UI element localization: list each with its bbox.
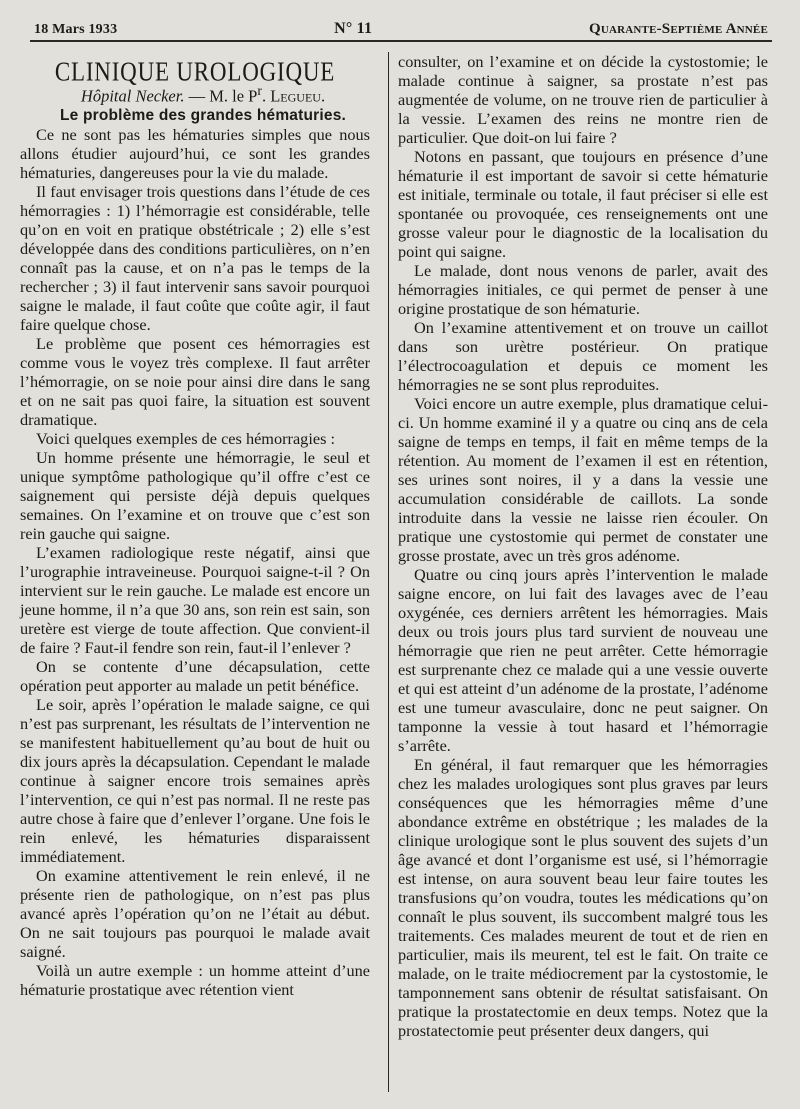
paragraph: L’examen radiologique reste négatif, ainsi que l’urographie intraveineuse. Pourquoi saigne-t-il ? On intervient sur le rein gauche. Le malade est encore un jeune homme, il n’a que 30 ans, son rein est sain, son uretère est vierge de toute affection. Que convient-il de faire ? Faut-il fendre son rein, faut-il l’enlever ? [20, 542, 370, 657]
paragraph: On se contente d’une décapsulation, cette opération peut apporter au malade un petit bénéfice. [20, 656, 370, 695]
column-divider [388, 52, 389, 1092]
left-column [20, 52, 370, 999]
issue-number: N° 11 [334, 20, 373, 37]
paragraph: On examine attentivement le rein enlevé, il ne présente rien de pathologique, on n’est pas plus avancé après l’opération qu’on ne l’était au début. On ne sait toujours pas pourquoi le malade avait saigné. [20, 865, 370, 961]
paragraph: Le problème que posent ces hémorragies est comme vous le voyez très complexe. Il faut arrêter l’hémorragie, on se noie pour ainsi dire dans le sang et on ne sait pas quoi faire, la situation est souvent dramatique. [20, 333, 370, 429]
running-header [34, 14, 768, 38]
author-title-sup: r [257, 83, 262, 98]
paragraph: Le malade, dont nous venons de parler, avait des hémorragies initiales, ce qui permet de penser à une origine prostatique de son hématurie. [398, 261, 768, 318]
paragraph: Voici encore un autre exemple, plus dramatique celui-ci. Un homme examiné il y a quatre ou cinq ans de cela saigne de temps en temps, il fait en même temps de la rétention. Au moment de l’examen il est en rétention, ses urines sont noires, il y a dans la vessie une accumulation considérable de caillots. La sonde introduite dans la vessie ne laisse rien écouler. On pratique une cystostomie qui permet de constater une grosse prostate, avec un très gros adénome. [398, 394, 768, 565]
volume-year: Quarante-Septième Année [588, 21, 768, 37]
paragraph: On l’examine attentivement et on trouve un caillot dans son urètre postérieur. On pratique l’électrocoagulation et depuis ce moment les hémorragies ne se sont plus reproduites. [398, 318, 768, 394]
paragraph: Un homme présente une hémorragie, le seul et unique symptôme pathologique qu’il offre c’est ce saignement qui persiste déjà depuis quelques semaines. On l’examine et on trouve que c’est son rein gauche qui saigne. [20, 447, 370, 543]
author-prefix: — M. le P [184, 86, 258, 106]
issue-date: 18 Mars 1933 [34, 22, 118, 37]
paragraph: Voici quelques exemples de ces hémorragies : [36, 428, 335, 448]
paragraph: Ce ne sont pas les hématuries simples que nous allons étudier aujourd’hui, ce sont les grandes hématuries, dangereuses pour la vie du malade. [20, 124, 370, 182]
paragraph: En général, il faut remarquer que les hémorragies chez les malades urologiques sont plus graves par leurs conséquences que les hémorragies même d’une abondance extrême en obstétrique ; les malades de la clinique urologique sont le plus souvent des sujets d’un âge avancé et dont l’organisme est usé, si l’hémorragie est intense, on aura souvent beau leur faire toutes les transfusions qu’on voudra, toutes les médications qu’on connaît le plus souvent, ils succombent malgré tous les traitements. Ces malades meurent de tout et de rien en particulier, mais ils meurent, tel est le fait. On traite ce malade, on le traite médiocrement par la cystostomie, le tamponnement sans obtenir de résultat satisfaisant. On pratique la prostatectomie en deux temps. Notez que la prostatectomie peut présenter deux dangers, qui [398, 755, 768, 1040]
paragraph: Il faut envisager trois questions dans l’étude de ces hémorragies : 1) l’hémorragie est considérable, telle qu’on en voit en pratique obstétricale ; 2) elle s’est développée dans des conditions particulières, on n’en connaît pas la cause, et on n’a pas le temps de la rechercher ; 3) il faut intervenir sans savoir pourquoi saigne le malade, il faut coûte que coûte agir, il faut faire quelque chose. [20, 181, 370, 334]
section-title: CLINIQUE UROLOGIQUE [54, 56, 336, 87]
paragraph: Le soir, après l’opération le malade saigne, ce qui n’est pas surprenant, les résultats de l’intervention ne se manifestent habituellement qu’au bout de huit ou dix jours après la décapsulation. Cependant le malade continue à saigner encore trois semaines après l’intervention, ce qui n’est pas normal. Il ne reste pas autre chose à faire que d’enlever l’organe. Une fois le rein enlevé, les hématuries disparaissent immédiatement. [20, 694, 370, 866]
article-subtitle: Le problème des grandes hématuries. [59, 106, 347, 124]
right-body [398, 52, 768, 1040]
header-rule [30, 40, 772, 42]
paragraph: Voilà un autre exemple : un homme atteint d’une hématurie prostatique avec rétention vient [20, 960, 370, 999]
paragraph: consulter, on l’examine et on décide la cystostomie; le malade continue à saigner, sa prostate n’est pas augmentée de volume, on ne trouve rien de particulier à la vessie. L’examen des reins ne montre rien de particulier. Que doit-on lui faire ? [398, 52, 768, 147]
right-column [398, 52, 768, 1040]
paragraph: Quatre ou cinq jours après l’intervention le malade saigne encore, on lui fait des lavages avec de l’eau oxygénée, ces derniers arrêtent les hémorragies. Mais deux ou trois jours plus tard survient de nouveau une hémorragie que rien ne peut arrêter. Cette hémorragie est surprenante chez ce malade qui a une vessie ouverte et qui est atteint d’un adénome de la prostate, l’adénome est une tumeur avasculaire, donc ne peut saigner. On tamponne la vessie à tout hasard et l’hémorragie s’arrête. [398, 565, 768, 755]
author-name: . Legueu. [261, 86, 326, 106]
hospital-name: Hôpital Necker. [80, 86, 185, 106]
left-body [20, 125, 370, 999]
paragraph: Notons en passant, que toujours en présence d’une hématurie il est important de savoir si cette hématurie est initiale, terminale ou totale, il faut préciser si elle est spontanée ou provoquée, ces renseignements ont une grosse valeur pour le diagnostic de la localisation du point qui saigne. [398, 147, 768, 261]
